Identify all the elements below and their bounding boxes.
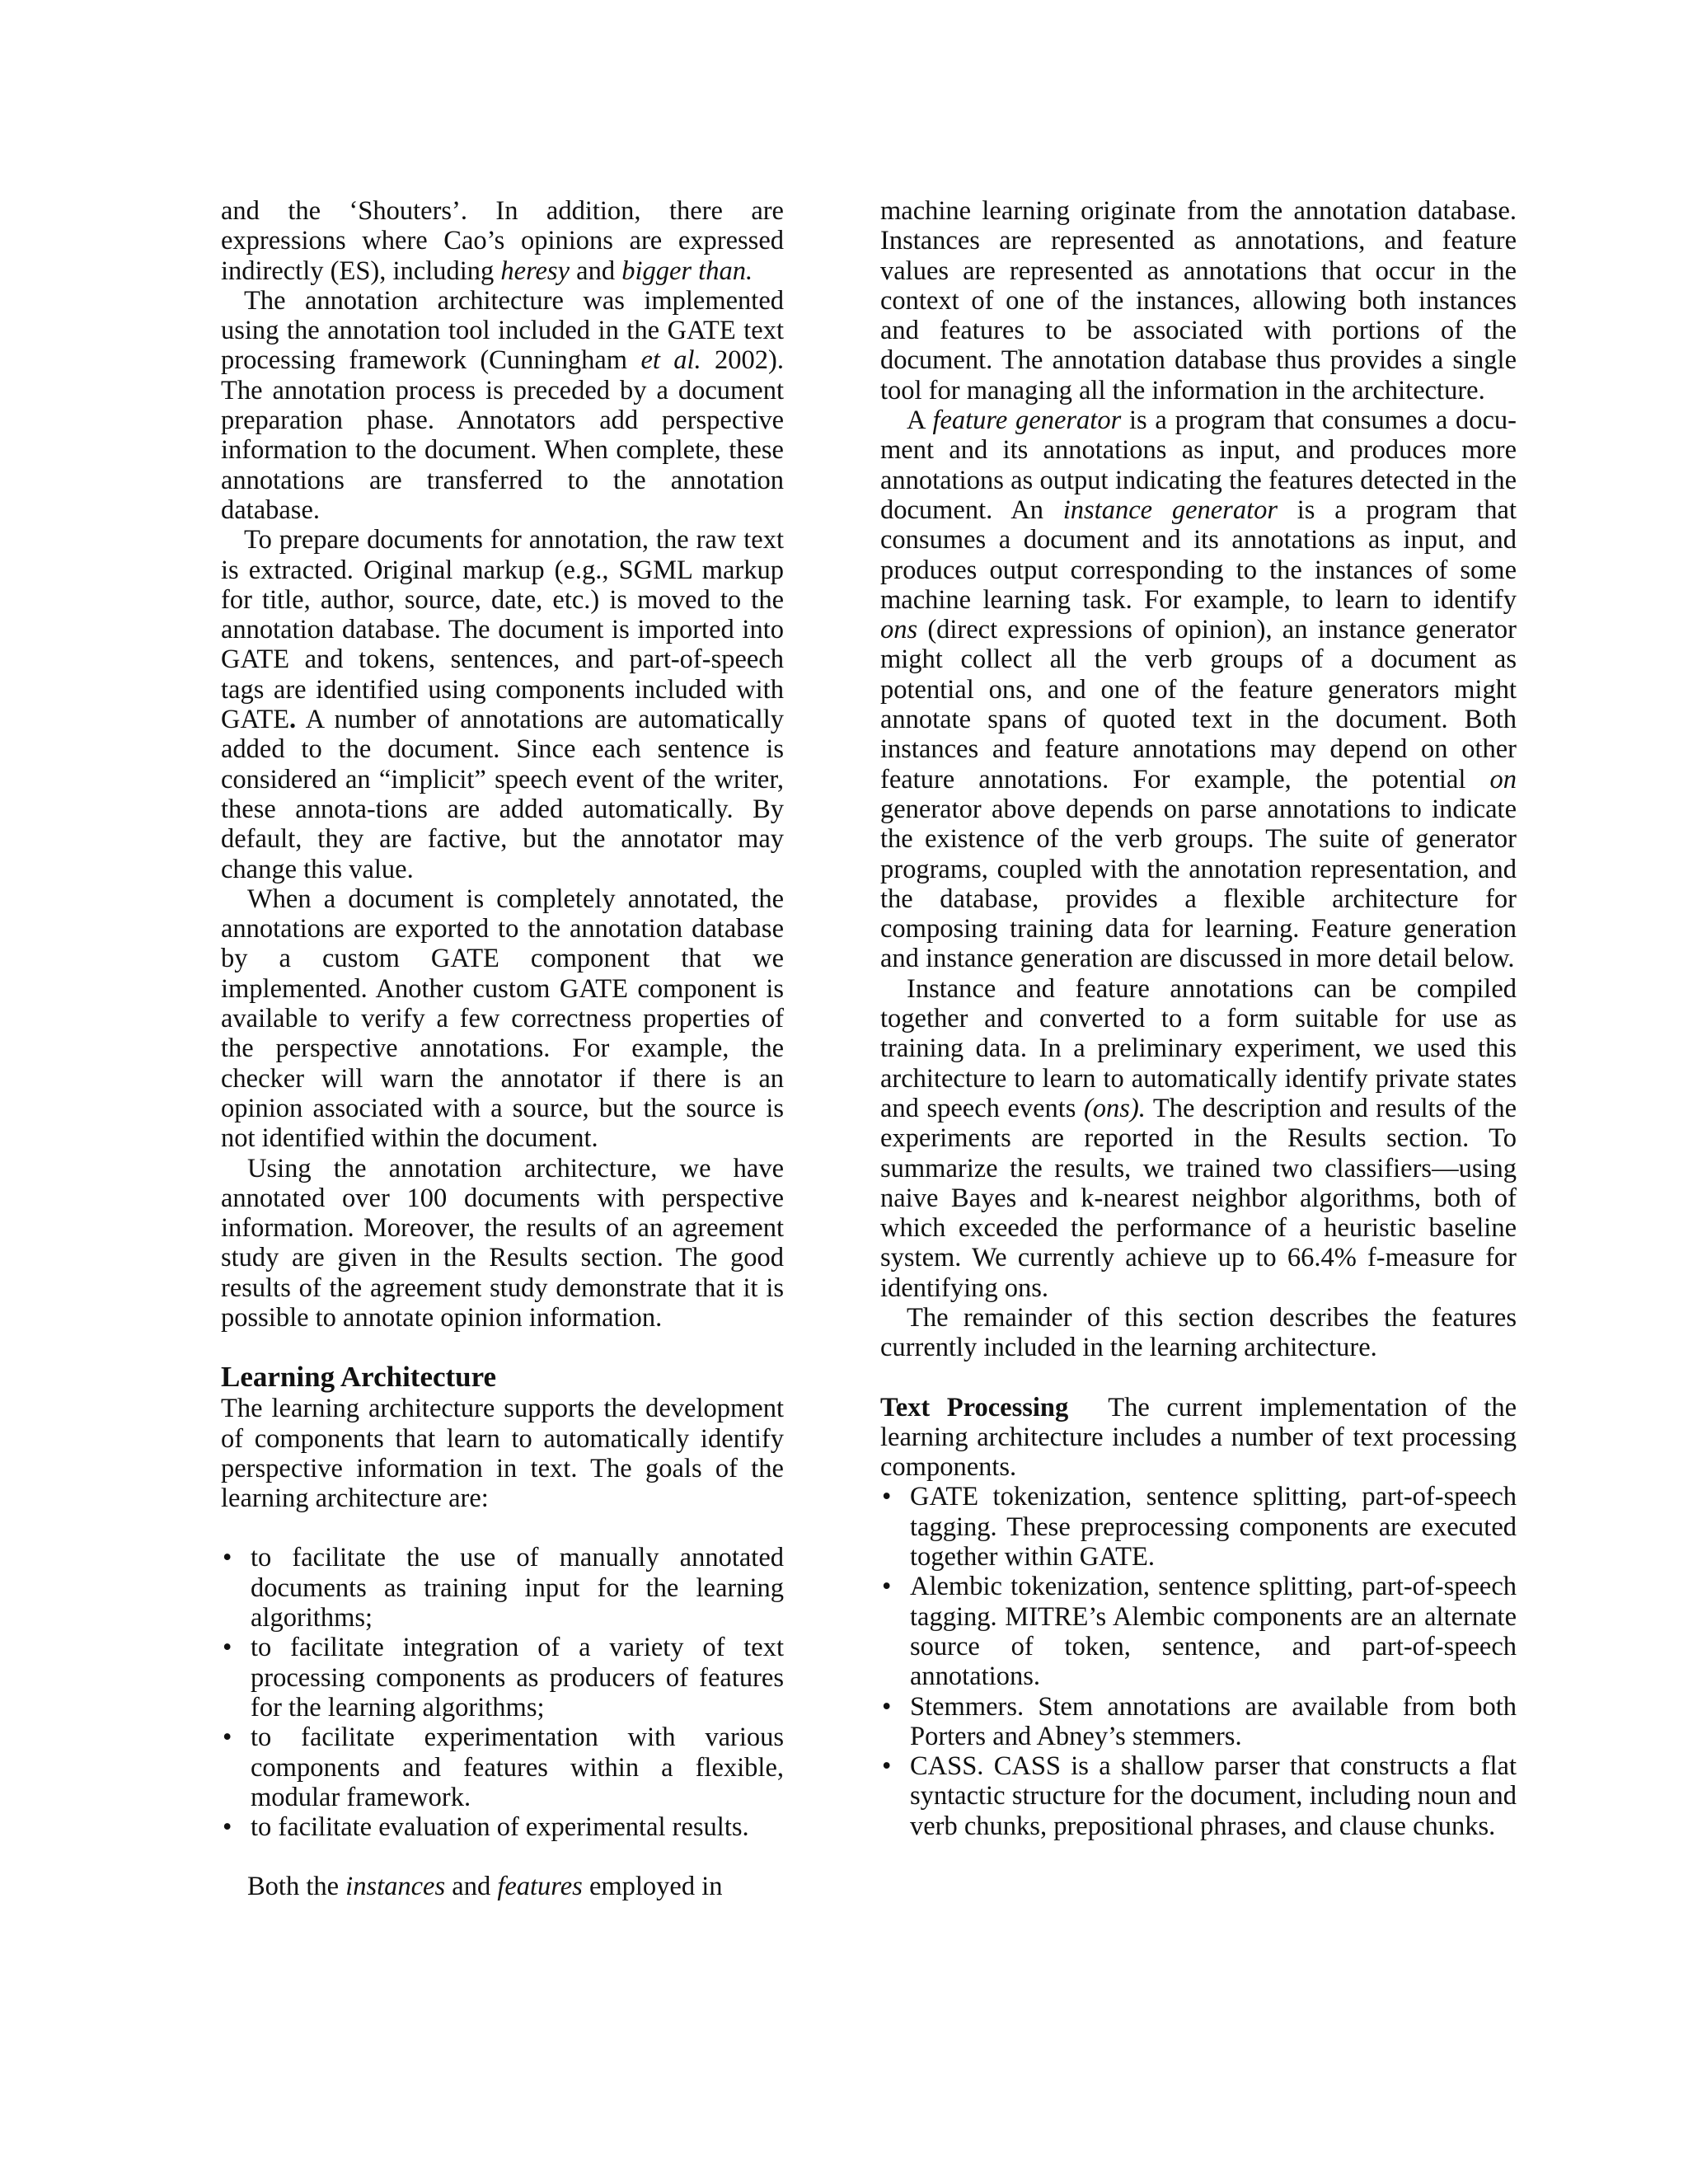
- text-run: To prepare documents for annotation, the raw text is extracted. Original markup (e.g., SGML markup for title, author, source, date, etc.) is moved to the annotation database. The document is imported into GATE and tokens, sentences, and part-of-speech tags are identified using components included with GATE: [221, 525, 784, 735]
- bold-period: .: [289, 705, 297, 735]
- bullet-icon: •: [223, 1543, 232, 1573]
- text-run: A: [907, 405, 933, 436]
- paragraph: The learning architecture supports the development of components that learn to automatically identify perspective information in text. The goals of the learning architecture are:: [221, 1394, 784, 1514]
- italic-term: ons: [880, 615, 918, 645]
- list-item-text: Alembic tokenization, sentence splitting, part-of-speech tagging. MITRE’s Alembic components are an alternate source of token, sentence, and part-of-speech annotations.: [910, 1572, 1517, 1692]
- text-run: 2002). The annotation process is preceded by a document preparation phase. Annotators add perspective information to the document. When complete, these annotations are transferred to the annotation database.: [221, 345, 784, 525]
- paragraph: machine learning originate from the annotation database. Instances are represented as annotations, and feature values are represented as annotations that occur in the context of one of the instances, allowing both instances and features to be associated with portions of the document. The annotation database thus provides a single tool for managing all the information in the architecture.: [880, 196, 1517, 405]
- bullet-icon: •: [882, 1572, 892, 1602]
- bullet-icon: •: [223, 1812, 232, 1843]
- paragraph: [221, 525, 784, 884]
- text-run: and the ‘Shouters’. In addition, there are expressions where Cao’s opinions are expressed indirectly (ES), including: [221, 196, 784, 286]
- list-item-text: to facilitate experimentation with various components and features within a flexible, modular framework.: [251, 1722, 784, 1812]
- spacer: [880, 1363, 1517, 1393]
- list-item: [880, 1692, 1517, 1752]
- list-item-text: CASS. CASS is a shallow parser that constructs a flat syntactic structure for the document, including noun and verb chunks, prepositional phrases, and clause chunks.: [910, 1751, 1517, 1841]
- bullet-icon: •: [223, 1633, 232, 1663]
- list-item: [880, 1572, 1517, 1691]
- text-run: Instance and feature annotations can be compiled together and converted to a form suitable for use as training data. In a preliminary experiment, we used this architecture to learn to automatically identify private states and speech events: [880, 973, 1517, 1123]
- list-item-text: GATE tokenization, sentence splitting, part-of-speech tagging. These preprocessing components are executed together within GATE.: [910, 1482, 1517, 1572]
- bullet-icon: •: [882, 1751, 892, 1782]
- bullet-icon: •: [223, 1722, 232, 1753]
- paragraph: [221, 1872, 784, 1901]
- list-item-text: to facilitate the use of manually annotated documents as training input for the learning algorithms;: [251, 1543, 784, 1633]
- text-run: (direct expressions of opinion), an instance generator might collect all the verb groups of a document as potential ons, and one of the feature generators might annotate spans of quoted text in the document. Both instances and feature annotations may depend on other feature annotations. For example, the potential: [880, 615, 1517, 794]
- text-run: and: [445, 1872, 498, 1902]
- spacer: [221, 1842, 784, 1872]
- goals-list: [221, 1543, 784, 1842]
- list-item-text: to facilitate evaluation of experimental results.: [251, 1812, 749, 1843]
- text-run: The description and results of the experiments are reported in the Results section. To summarize the results, we trained two classifiers—using naive Bayes and k-nearest neighbor algorithms, both of which exceeded the performance of a heuristic baseline system. We currently achieve up to 66.4% f-measure for identifying ons.: [880, 1093, 1517, 1303]
- text-run: is a program that consumes a document and its annotations as input, and produces output corresponding to the instances of some machine learning task. For example, to learn to identify: [880, 494, 1517, 615]
- paragraph: [880, 405, 1517, 974]
- text-run: and: [570, 255, 622, 286]
- paragraph: Using the annotation architecture, we have annotated over 100 documents with perspective information. Moreover, the results of an agreement study are given in the Results section. The good results of the agreement study demonstrate that it is possible to annotate opinion information.: [221, 1153, 784, 1333]
- paragraph: The remainder of this section describes the features currently included in the learning architecture.: [880, 1302, 1517, 1363]
- list-item: [221, 1543, 784, 1633]
- runin-heading: Text Processing: [880, 1392, 1069, 1422]
- bullet-icon: •: [882, 1691, 892, 1722]
- text-run: is a program that consumes a docu-ment and its annotations as input, and produces more annotations as output indicating the features detected in the document. An: [880, 405, 1517, 525]
- italic-term: feature generator: [932, 405, 1122, 436]
- section-heading: Learning Architecture: [221, 1361, 497, 1394]
- text-run: The annotation architecture was implemented using the annotation tool included in the GATE text processing framework (Cunningham: [221, 285, 784, 376]
- bullet-icon: •: [882, 1482, 892, 1512]
- italic-term: features: [497, 1872, 583, 1902]
- italic-term: et al.: [640, 345, 701, 376]
- italic-term: instances: [345, 1872, 446, 1902]
- italic-term: on: [1489, 764, 1517, 794]
- list-item: [880, 1482, 1517, 1572]
- text-run: Both the: [247, 1872, 346, 1902]
- paragraph: [880, 974, 1517, 1303]
- list-item: [221, 1812, 784, 1842]
- italic-term: heresy: [500, 255, 570, 286]
- list-item-text: Stemmers. Stem annotations are available from both Porters and Abney’s stemmers.: [910, 1691, 1517, 1751]
- paragraph: When a document is completely annotated, the annotations are exported to the annotation database by a custom GATE component that we implemented. Another custom GATE component is available to verify a few correctness properties of the perspective annotations. For example, the checker will warn the annotator if there is an opinion associated with a source, but the source is not identified within the document.: [221, 883, 784, 1154]
- paragraph: [221, 286, 784, 525]
- left-column: [221, 196, 784, 1902]
- right-column: [880, 196, 1517, 1841]
- paragraph: [880, 1393, 1517, 1483]
- list-item: [880, 1751, 1517, 1841]
- list-item: [221, 1633, 784, 1722]
- italic-term: (ons).: [1083, 1093, 1146, 1123]
- components-list: [880, 1482, 1517, 1841]
- text-run: The current implementation of the learning architecture includes a number of text processing components.: [880, 1392, 1517, 1483]
- text-run: employed in: [582, 1872, 723, 1902]
- list-item-text: to facilitate integration of a variety of text processing components as producers of features for the learning algorithms;: [251, 1633, 784, 1722]
- italic-term: instance generator: [1062, 494, 1278, 525]
- italic-term: bigger than.: [621, 255, 753, 286]
- text-run: A number of annotations are automatically added to the document. Since each sentence is considered an “implicit” speech event of the writer, these annota-tions are added automatically. By default, they are factive, but the annotator may change this value.: [221, 705, 784, 884]
- list-item: [221, 1722, 784, 1812]
- text-run: generator above depends on parse annotations to indicate the existence of the verb groups. The suite of generator programs, coupled with the annotation representation, and the database, provides a flexible architecture for composing training data for learning. Feature generation and instance generation are discussed in more detail below.: [880, 794, 1517, 974]
- spacer: [221, 1513, 784, 1543]
- paragraph: [221, 196, 784, 286]
